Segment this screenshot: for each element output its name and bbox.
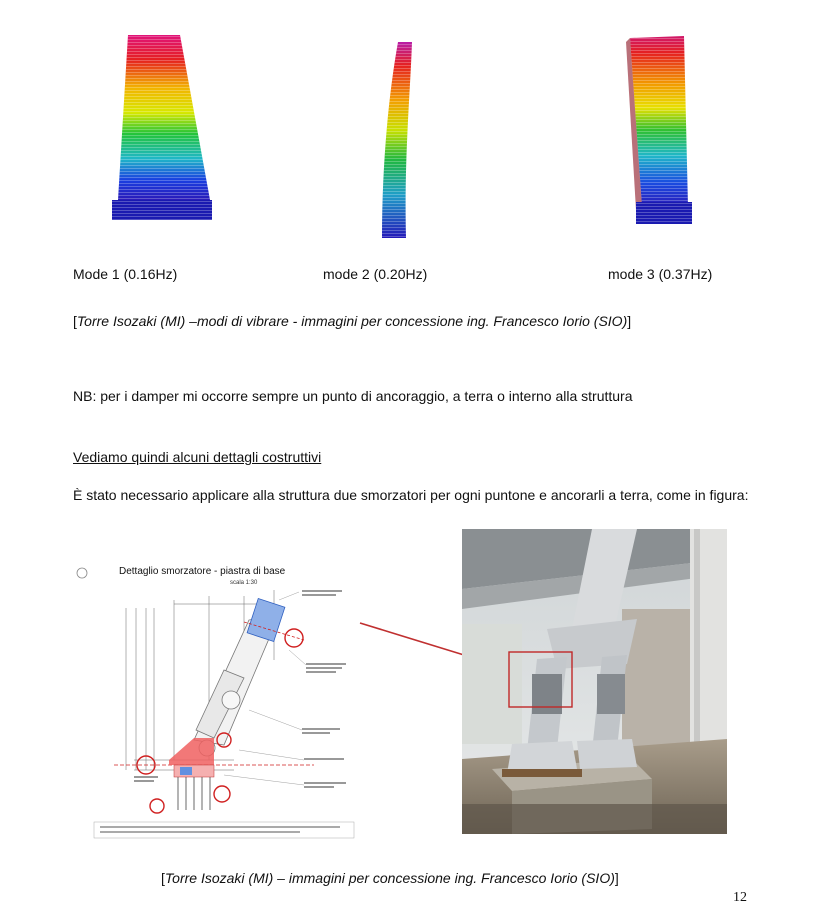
mode-3-label: mode 3 (0.37Hz) [608,266,713,282]
damper-base-plate-drawing [74,560,364,840]
page-number: 12 [733,890,747,905]
drawing-scale: scala 1:30 [230,580,258,586]
section-heading: Vediamo quindi alcuni dettagli costruttivi [73,449,322,465]
mode-2-render [378,38,418,243]
caption-details: [Torre Isozaki (MI) – immagini per concessione ing. Francesco Iorio (SIO)] [161,870,619,886]
note-text: NB: per i damper mi occorre sempre un punto di ancoraggio, a terra o interno alla struttura [73,388,633,404]
mode-2-label: mode 2 (0.20Hz) [323,266,428,282]
body-paragraph: È stato necessario applicare alla struttura due smorzatori per ogni puntone e ancorarli a terra, come in figura: [73,487,749,503]
caption-modes: [Torre Isozaki (MI) –modi di vibrare - immagini per concessione ing. Francesco Iorio (SIO)] [73,313,632,329]
drawing-title: Dettaglio smorzatore - piastra di base [119,566,286,577]
mode-3-render [622,32,694,227]
damper-photo [462,529,727,834]
mode-1-label: Mode 1 (0.16Hz) [73,266,178,282]
mode-1-render [100,30,220,225]
